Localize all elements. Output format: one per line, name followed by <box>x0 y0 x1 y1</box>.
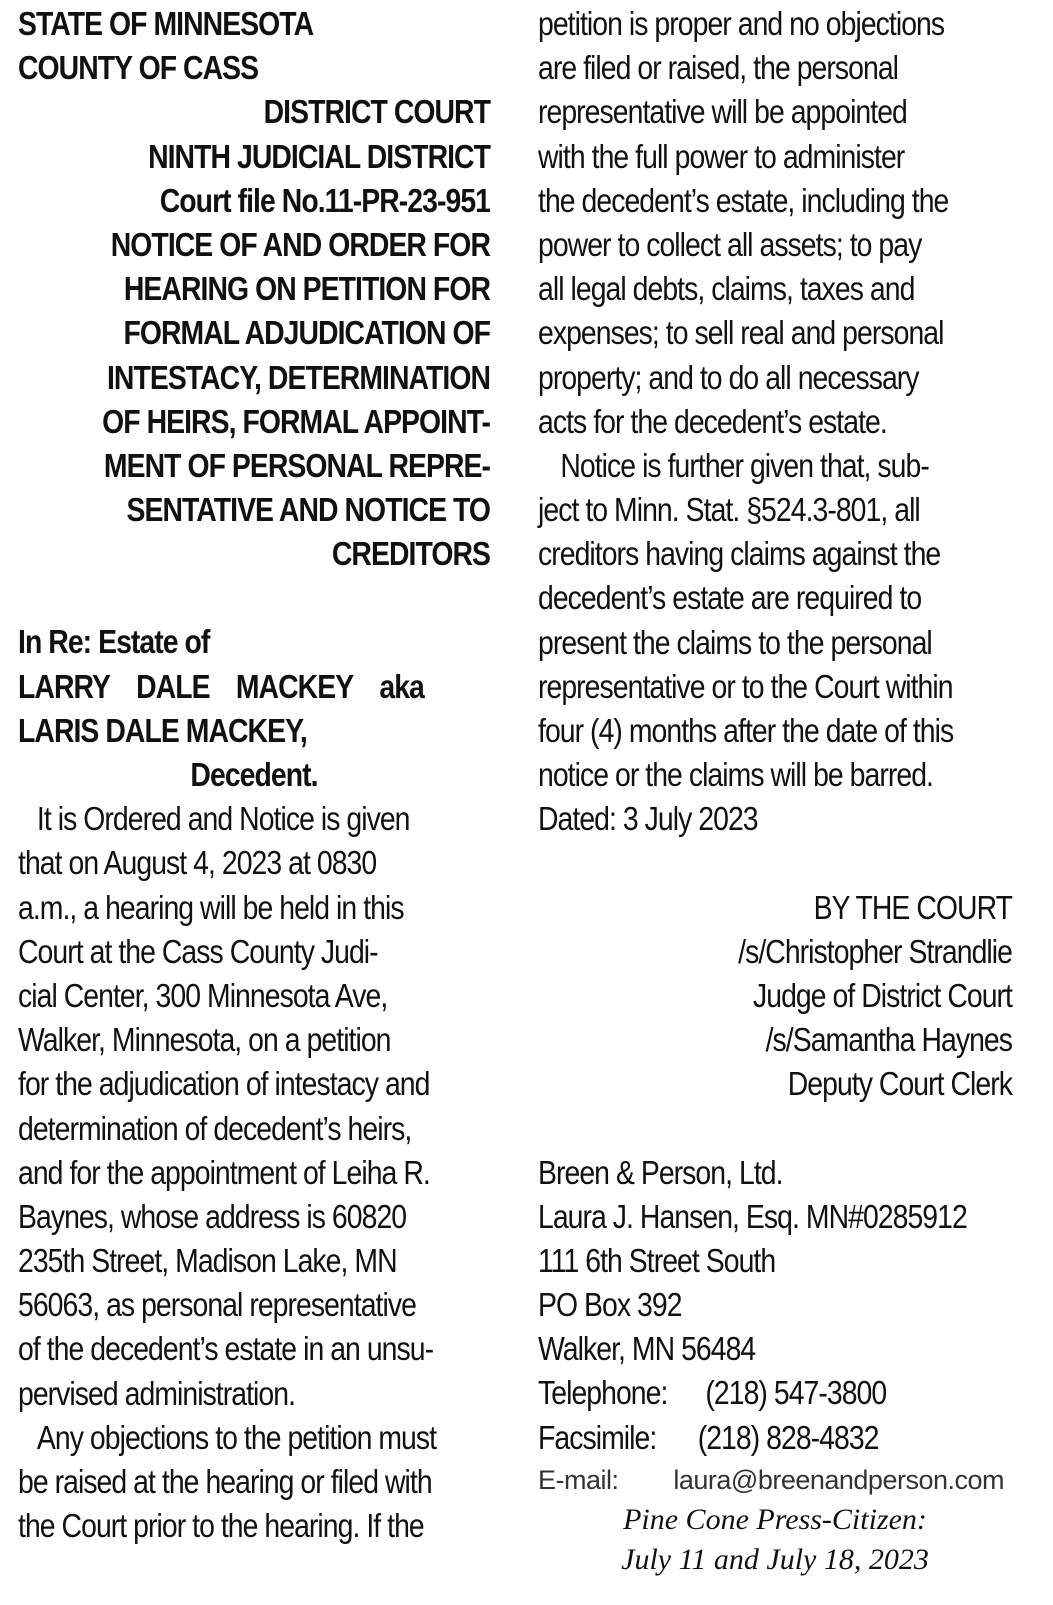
name-word: MACKEY <box>235 667 354 705</box>
court-line: NINTH JUDICIAL DISTRICT <box>148 137 490 175</box>
body-line: Court at the Cass County Judi- <box>18 932 378 970</box>
dated-line: Dated: 3 July 2023 <box>538 800 758 838</box>
facsimile-label: Facsimile: <box>538 1418 657 1456</box>
notice-title-line: INTESTACY, DETERMINATION <box>106 358 490 396</box>
notice-title-line: SENTATIVE AND NOTICE TO <box>126 491 491 529</box>
email-line <box>538 1460 1004 1500</box>
right-column <box>538 2 1012 1580</box>
left-column <box>18 2 490 1548</box>
state-heading: STATE OF MINNESOTA <box>18 5 314 42</box>
creditor-line: Notice is further given that, sub- <box>560 446 929 484</box>
continued-line: the decedent’s estate, including the <box>538 181 949 219</box>
continued-line: property; and to do all necessary <box>538 358 919 396</box>
firm-line: PO Box 392 <box>538 1286 682 1324</box>
signature-line: Judge of District Court <box>753 976 1012 1014</box>
continued-line: expenses; to sell real and personal <box>538 314 944 352</box>
body-line: and for the appointment of Leiha R. <box>18 1153 430 1191</box>
continued-line: are filed or raised, the personal <box>538 49 899 87</box>
notice-title-line: NOTICE OF AND ORDER FOR <box>110 225 491 263</box>
creditor-line: creditors having claims against the <box>538 535 941 573</box>
decedent-alias: LARIS DALE MACKEY, <box>18 711 307 749</box>
firm-line: Breen & Person, Ltd. <box>538 1153 783 1191</box>
signature-line: BY THE COURT <box>813 888 1012 926</box>
publication-name: Pine Cone Press-Citizen: <box>623 1502 927 1536</box>
continued-line: acts for the decedent’s estate. <box>538 402 887 440</box>
telephone-value: (218) 547-3800 <box>705 1374 887 1412</box>
creditor-line: decedent’s estate are required to <box>538 579 922 617</box>
body-line: 235th Street, Madison Lake, MN <box>18 1242 397 1280</box>
notice-title-line: HEARING ON PETITION FOR <box>123 270 490 308</box>
body-line: Walker, Minnesota, on a petition <box>18 1021 391 1059</box>
body-line: a.m., a hearing will be held in this <box>18 888 404 926</box>
continued-line: all legal debts, claims, taxes and <box>538 270 915 308</box>
body-line: Baynes, whose address is 60820 <box>18 1197 407 1235</box>
continued-line: petition is proper and no objections <box>538 5 945 42</box>
signature-line: Deputy Court Clerk <box>787 1065 1012 1103</box>
notice-title-line: MENT OF PERSONAL REPRE- <box>103 446 490 484</box>
body-line: cial Center, 300 Minnesota Ave, <box>18 976 388 1014</box>
firm-line: Laura J. Hansen, Esq. MN#0285912 <box>538 1197 967 1235</box>
notice-title-line: FORMAL ADJUDICATION OF <box>123 314 490 352</box>
body-line: It is Ordered and Notice is given <box>36 800 410 838</box>
email-value: laura@breenandperson.com <box>673 1464 1004 1495</box>
county-heading: COUNTY OF CASS <box>18 49 259 87</box>
body-line: pervised administration. <box>18 1374 296 1412</box>
body-line: determination of decedent’s heirs, <box>18 1109 412 1147</box>
body-line: that on August 4, 2023 at 0830 <box>18 844 377 882</box>
creditor-line: four (4) months after the date of this <box>538 712 954 749</box>
continued-line: power to collect all assets; to pay <box>538 225 922 263</box>
objection-line: the Court prior to the hearing. If the <box>18 1507 424 1545</box>
email-label: E-mail: <box>538 1464 619 1495</box>
continued-line: with the full power to administer <box>538 137 905 175</box>
facsimile-line <box>538 1416 946 1460</box>
creditor-line: representative or to the Court within <box>538 667 953 705</box>
signature-line: /s/Samantha Haynes <box>765 1021 1012 1059</box>
firm-line: 111 6th Street South <box>538 1241 776 1279</box>
name-word: LARRY <box>18 667 110 705</box>
court-file-number: Court file No.11-PR-23-951 <box>159 181 490 219</box>
objection-line: Any objections to the petition must <box>36 1418 437 1456</box>
decedent-label: Decedent. <box>190 756 318 793</box>
decedent-name-line <box>18 665 424 709</box>
body-line: for the adjudication of intestacy and <box>18 1065 430 1103</box>
court-line: DISTRICT COURT <box>263 93 490 131</box>
creditor-line: notice or the claims will be barred. <box>538 756 933 794</box>
name-word: DALE <box>136 667 210 705</box>
body-line: of the decedent’s estate in an unsu- <box>18 1330 434 1368</box>
telephone-line <box>538 1371 946 1415</box>
facsimile-value: (218) 828-4832 <box>697 1418 879 1456</box>
objection-line: be raised at the hearing or filed with <box>18 1463 432 1500</box>
notice-title-line: CREDITORS <box>331 535 490 573</box>
body-line: 56063, as personal representative <box>18 1286 416 1324</box>
creditor-line: present the claims to the personal <box>538 623 932 661</box>
continued-line: representative will be appointed <box>538 93 907 131</box>
firm-line: Walker, MN 56484 <box>538 1330 756 1368</box>
publication-dates: July 11 and July 18, 2023 <box>621 1542 929 1576</box>
notice-title-line: OF HEIRS, FORMAL APPOINT- <box>102 402 491 440</box>
telephone-label: Telephone: <box>538 1374 668 1412</box>
creditor-line: ject to Minn. Stat. §524.3-801, all <box>538 491 920 529</box>
in-re-heading: In Re: Estate of <box>18 623 210 661</box>
name-word: aka <box>379 667 424 705</box>
signature-line: /s/Christopher Strandlie <box>738 932 1012 970</box>
